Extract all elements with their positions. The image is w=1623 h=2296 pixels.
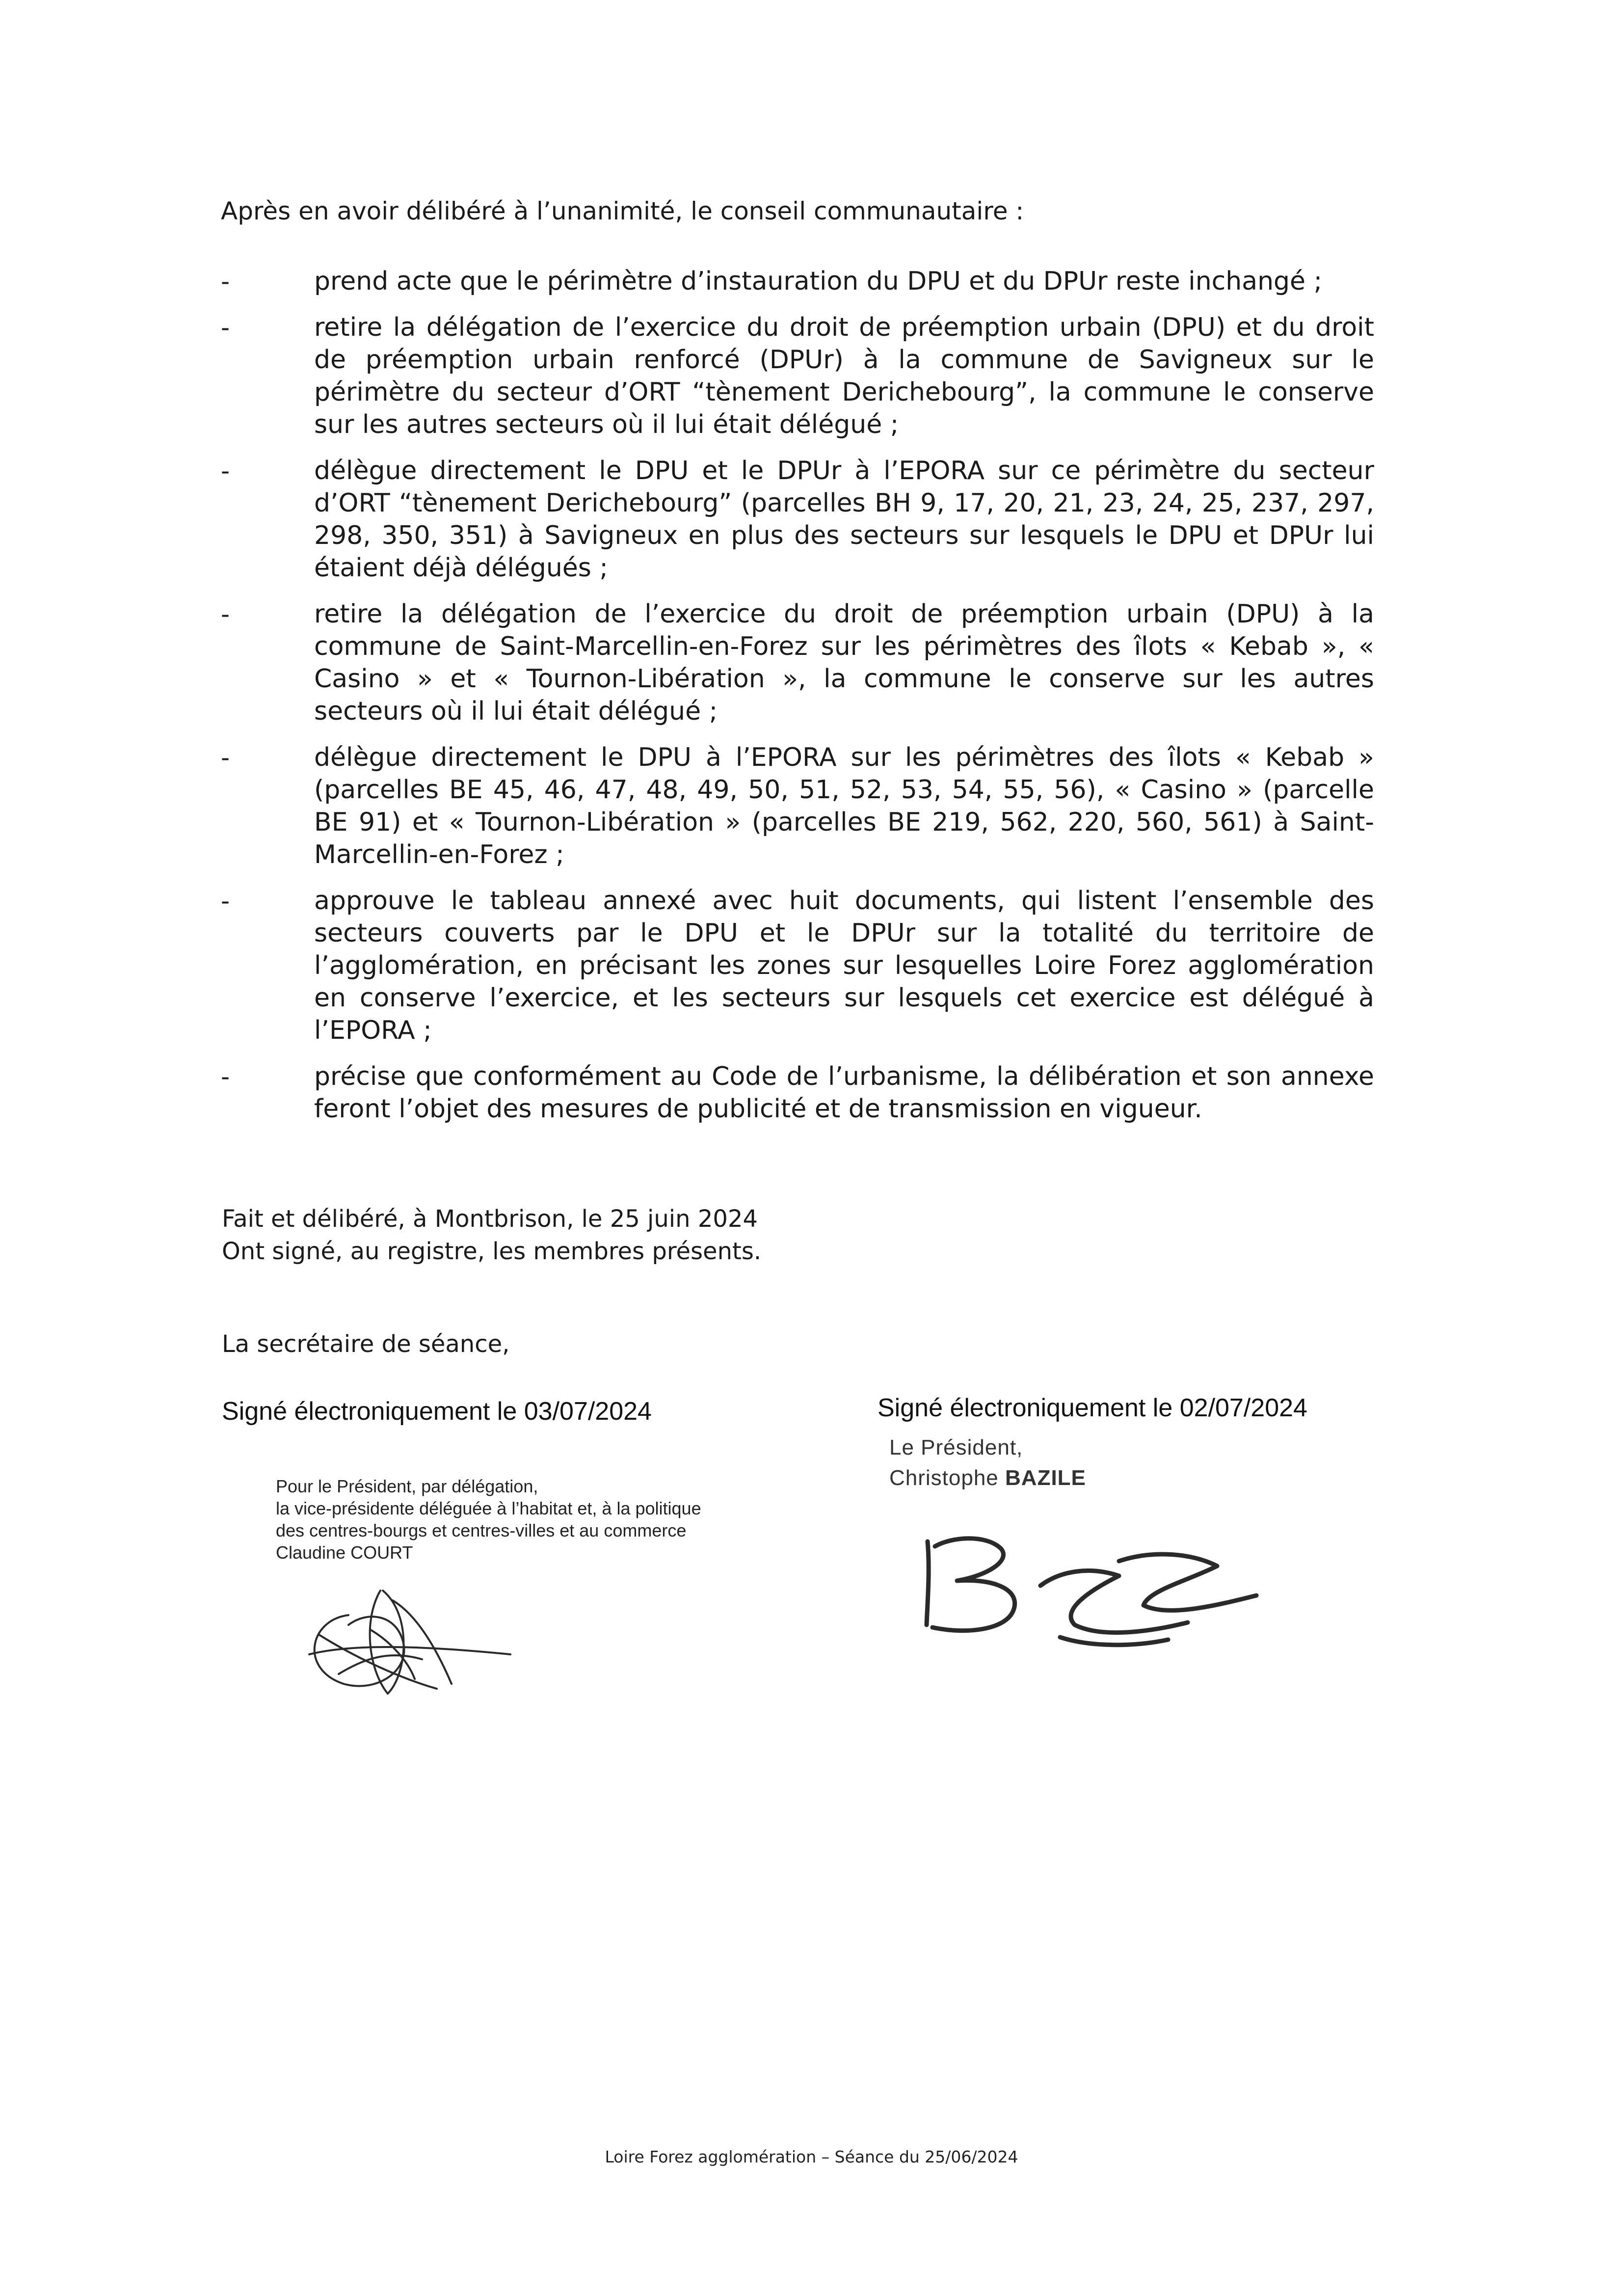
bullet-dash: - <box>221 743 230 772</box>
bullet-dash: - <box>221 457 230 485</box>
bullet-dash: - <box>221 887 230 915</box>
bullet-dash: - <box>221 600 230 628</box>
closing-block <box>222 1203 761 1268</box>
page-footer: Loire Forez agglomération – Séance du 25/06/2024 <box>605 2147 1018 2166</box>
list-item-text: délègue directement le DPU et le DPUr à l’EPORA sur ce périmètre du secteur d’ORT “tènement Derichebourg” (parcelles BH 9, 17, 20, 21, 23, 24, 25, 237, 297, 298, 350, 351) à Savigneux en plus des secteurs sur lesquels le DPU et DPUr lui étaient déjà délégués ; <box>314 456 1374 583</box>
list-item <box>221 311 1374 441</box>
president-last-name: BAZILE <box>1005 1466 1086 1490</box>
list-item <box>221 885 1374 1047</box>
stamp-line: Pour le Président, par délégation, <box>276 1476 538 1496</box>
left-esign-text: Signé électroniquement le 03/07/2024 <box>222 1397 652 1426</box>
stamp-line: la vice-présidente déléguée à l’habitat et, à la politique <box>276 1498 701 1518</box>
list-item <box>221 741 1374 871</box>
president-title: Le Président, <box>889 1435 1023 1459</box>
decision-list <box>221 265 1374 1139</box>
bullet-dash: - <box>221 267 230 296</box>
president-first-name: Christophe <box>889 1466 999 1490</box>
president-name <box>889 1463 1086 1493</box>
list-item <box>221 1060 1374 1125</box>
list-item-text: prend acte que le périmètre d’instauration du DPU et du DPUr reste inchangé ; <box>314 267 1323 296</box>
closing-place-date: Fait et délibéré, à Montbrison, le 25 juin 2024 <box>222 1205 758 1233</box>
left-delegation-stamp <box>276 1475 701 1564</box>
secretary-label: La secrétaire de séance, <box>222 1330 510 1358</box>
list-item-text: précise que conformément au Code de l’urbanisme, la délibération et son annexe feront l’objet des mesures de publicité et de transmission en vigueur. <box>314 1062 1374 1124</box>
bullet-dash: - <box>221 1062 230 1091</box>
left-handwritten-signature <box>290 1571 525 1703</box>
stamp-line: des centres-bourgs et centres-villes et au commerce <box>276 1520 687 1540</box>
right-esign-text: Signé électroniquement le 02/07/2024 <box>878 1394 1307 1422</box>
stamp-line: Claudine COURT <box>276 1542 413 1563</box>
bullet-dash: - <box>221 313 230 342</box>
list-item <box>221 598 1374 728</box>
right-president-stamp <box>889 1432 1086 1493</box>
intro-text: Après en avoir délibéré à l’unanimité, le conseil communautaire : <box>221 197 1024 225</box>
list-item-text: retire la délégation de l’exercice du droit de préemption urbain (DPU) à la commune de Saint-Marcellin-en-Forez sur les périmètres des îlots « Kebab », « Casino » et « Tournon-Libération », la commune le conserve sur les autres secteurs où il lui était délégué ; <box>314 599 1374 726</box>
list-item <box>221 455 1374 584</box>
list-item <box>221 265 1374 297</box>
right-handwritten-signature <box>913 1512 1296 1659</box>
list-item-text: délègue directement le DPU à l’EPORA sur les périmètres des îlots « Kebab » (parcelles BE 45, 46, 47, 48, 49, 50, 51, 52, 53, 54, 55, 56), « Casino » (parcelle BE 91) et « Tournon-Libération » (parcelles BE 219, 562, 220, 560, 561) à Saint-Marcellin-en-Forez ; <box>314 743 1374 869</box>
list-item-text: retire la délégation de l’exercice du droit de préemption urbain (DPU) et du droit de préemption urbain renforcé (DPUr) à la commune de Savigneux sur le périmètre du secteur d’ORT “tènement Derichebourg”, la commune le conserve sur les autres secteurs où il lui était délégué ; <box>314 313 1374 439</box>
closing-signed-note: Ont signé, au registre, les membres présents. <box>222 1238 762 1265</box>
list-item-text: approuve le tableau annexé avec huit documents, qui listent l’ensemble des secteurs couverts par le DPU et le DPUr sur la totalité du territoire de l’agglomération, en précisant les zones sur lesquelles Loire Forez agglomération en conserve l’exercice, et les secteurs sur lesquels cet exercice est délégué à l’EPORA ; <box>314 886 1374 1045</box>
